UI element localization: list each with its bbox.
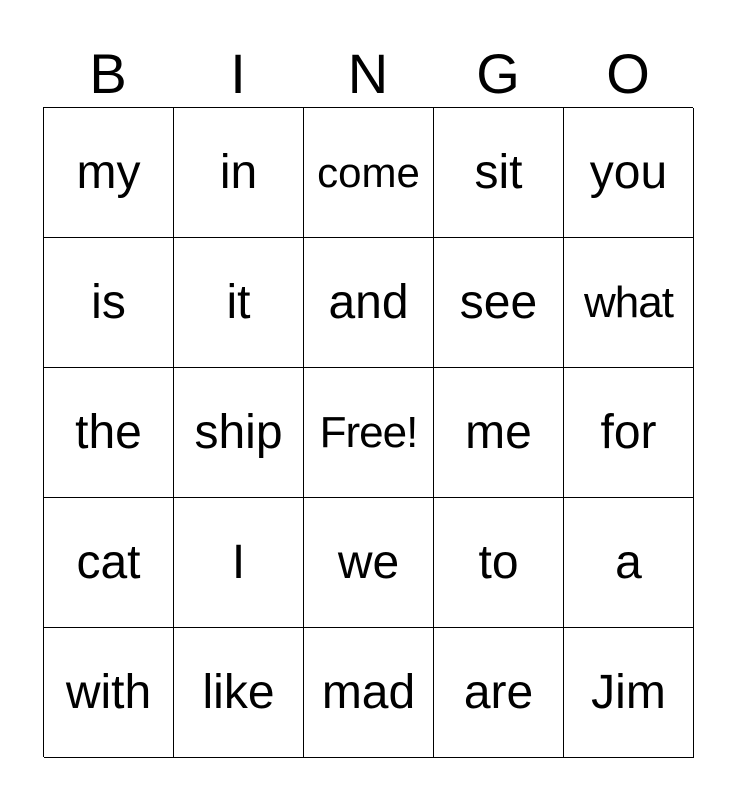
bingo-cell[interactable]: the (44, 368, 174, 498)
bingo-cell[interactable]: are (434, 628, 564, 758)
bingo-cell[interactable]: my (44, 108, 174, 238)
bingo-cell[interactable]: in (174, 108, 304, 238)
bingo-cell[interactable]: it (174, 238, 304, 368)
header-letter-o: O (606, 42, 650, 105)
bingo-cell[interactable]: cat (44, 498, 174, 628)
bingo-cell[interactable]: we (304, 498, 434, 628)
bingo-cell[interactable]: like (174, 628, 304, 758)
bingo-cell[interactable]: Jim (564, 628, 694, 758)
bingo-cell[interactable]: is (44, 238, 174, 368)
header-letter-n: N (347, 42, 389, 105)
bingo-cell[interactable]: sit (434, 108, 564, 238)
free-space-cell[interactable]: Free! (304, 368, 434, 498)
header-letter-g: G (476, 42, 520, 105)
bingo-cell[interactable]: for (564, 368, 694, 498)
bingo-cell[interactable]: mad (304, 628, 434, 758)
bingo-card-grid (43, 107, 693, 757)
bingo-cell[interactable]: ship (174, 368, 304, 498)
bingo-cell[interactable]: come (304, 108, 434, 238)
bingo-cell[interactable]: me (434, 368, 564, 498)
bingo-cell[interactable]: you (564, 108, 694, 238)
header-letter-i: I (230, 42, 246, 105)
header-letter-b: B (89, 42, 127, 105)
bingo-cell[interactable]: with (44, 628, 174, 758)
bingo-cell[interactable]: see (434, 238, 564, 368)
bingo-cell[interactable]: to (434, 498, 564, 628)
bingo-cell[interactable]: what (564, 238, 694, 368)
bingo-cell[interactable]: and (304, 238, 434, 368)
bingo-cell[interactable]: I (174, 498, 304, 628)
bingo-header (43, 42, 693, 106)
bingo-cell[interactable]: a (564, 498, 694, 628)
